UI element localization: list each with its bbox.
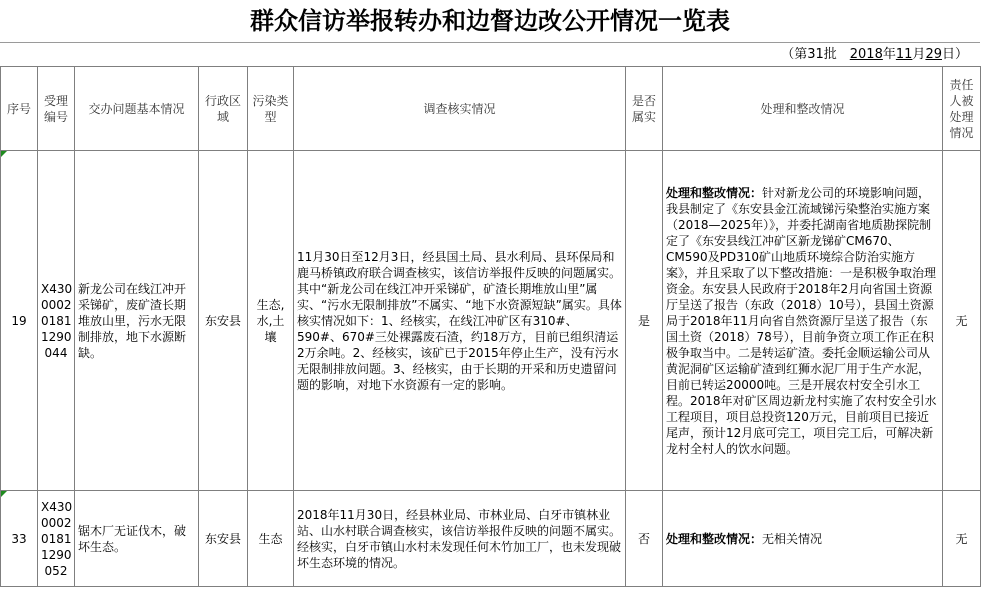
cell-survey: 2018年11月30日，经县林业局、市林业局、白牙市镇林业站、山水村联合调查核实，该信访举报件反映的问题不属实。 经核实，白牙市镇山水村未发现任何木竹加工厂，也未发现破坏生态环境的情况。	[294, 491, 626, 587]
batch-year: 2018	[849, 47, 883, 62]
header-cell: 是否属实	[626, 67, 663, 151]
batch-day-suffix: 日）	[941, 47, 968, 62]
table-row	[1, 491, 981, 587]
batch-prefix: （第31批	[781, 47, 850, 62]
batch-month-suffix: 月	[912, 47, 926, 62]
header-cell: 序号	[1, 67, 38, 151]
cell-issue: 锯木厂无证伐木，破坏生态。	[75, 491, 199, 587]
report-table	[0, 66, 981, 587]
page-title: 群众信访举报转办和边督边改公开情况一览表	[0, 0, 980, 43]
cell-pollution: 生态,水,土壤	[248, 151, 294, 491]
handle-text: 针对新龙公司的环境影响问题，我县制定了《东安县金江流域锑污染整治实施方案（2018—2025年）》，并委托湖南省地质勘探院制定了《东安县线江冲矿区新龙锑矿CM670、CM590及PD310矿山地质环境综合防治实施方案》，并且采取了以下整改措施：一是积极争取治理资金。东安县人民政府于2018年2月向省国土资源厅呈送了报告（东政（2018）10号），县国土资源局于2018年11月向省自然资源厅呈送了报告（东国土资（2018）78号），目前争资立项工作正在积极争取当中。二是转运矿渣。委托金顺运输公司从黄泥洞矿区运输矿渣到红狮水泥厂用于生产水泥，目前已转运20000吨。三是开展农村安全引水工程。2018年对矿区周边新龙村实施了农村安全引水工程项目，项目总投资120万元，目前项目已接近尾声，预计12月底可完工，项目完工后，可解决新龙村全村人的饮水问题。	[666, 185, 937, 456]
code-text: X430 0002 0181 1290 052	[41, 499, 73, 578]
cell-code	[38, 491, 75, 587]
header-cell: 处理和整改情况	[663, 67, 943, 151]
batch-year-suffix: 年	[882, 47, 896, 62]
header-cell: 调查核实情况	[294, 67, 626, 151]
handle-label: 处理和整改情况：	[666, 531, 763, 546]
batch-month: 11	[895, 47, 913, 62]
handle-text: 无相关情况	[762, 531, 823, 546]
batch-info	[0, 43, 968, 66]
cell-handle	[663, 491, 943, 587]
header-row	[1, 67, 981, 151]
header-cell: 行政区域	[199, 67, 248, 151]
batch-day: 29	[925, 47, 942, 62]
header-cell: 污染类型	[248, 67, 294, 151]
cell-issue: 新龙公司在线江冲开采锑矿，废矿渣长期堆放山里，污水无限制排放，地下水源断缺。	[75, 151, 199, 491]
cell-survey: 11月30日至12月3日，经县国土局、县水利局、县环保局和鹿马桥镇政府联合调查核实，该信访举报件反映的问题属实。其中“新龙公司在线江冲开采锑矿，矿渣长期堆放山里”属实、“污水无限制排放”不属实、“地下水资源短缺”属实。具体核实情况如下：1、经核实，在线江冲矿区有310#、590#、670#三处裸露废石渣，约18万方，目前已组织清运2万余吨。2、经核实，该矿已于2015年停止生产，没有污水无限制排放问题。3、经核实，由于长期的开采和历史遗留问题的影响，对地下水资源有一定的影响。	[294, 151, 626, 491]
header-cell: 受理编号	[38, 67, 75, 151]
cell-responsible: 无	[943, 491, 981, 587]
cell-true: 否	[626, 491, 663, 587]
code-text: X430 0002 0181 1290 044	[41, 281, 73, 360]
cell-true: 是	[626, 151, 663, 491]
cell-no: 33	[1, 491, 38, 587]
header-cell: 交办问题基本情况	[75, 67, 199, 151]
cell-responsible: 无	[943, 151, 981, 491]
cell-region: 东安县	[199, 151, 248, 491]
cell-code	[38, 151, 75, 491]
header-cell: 责任人被处理情况	[943, 67, 981, 151]
table-row	[1, 151, 981, 491]
cell-no: 19	[1, 151, 38, 491]
cell-pollution: 生态	[248, 491, 294, 587]
handle-label: 处理和整改情况：	[666, 185, 763, 200]
cell-handle	[663, 151, 943, 491]
cell-region: 东安县	[199, 491, 248, 587]
